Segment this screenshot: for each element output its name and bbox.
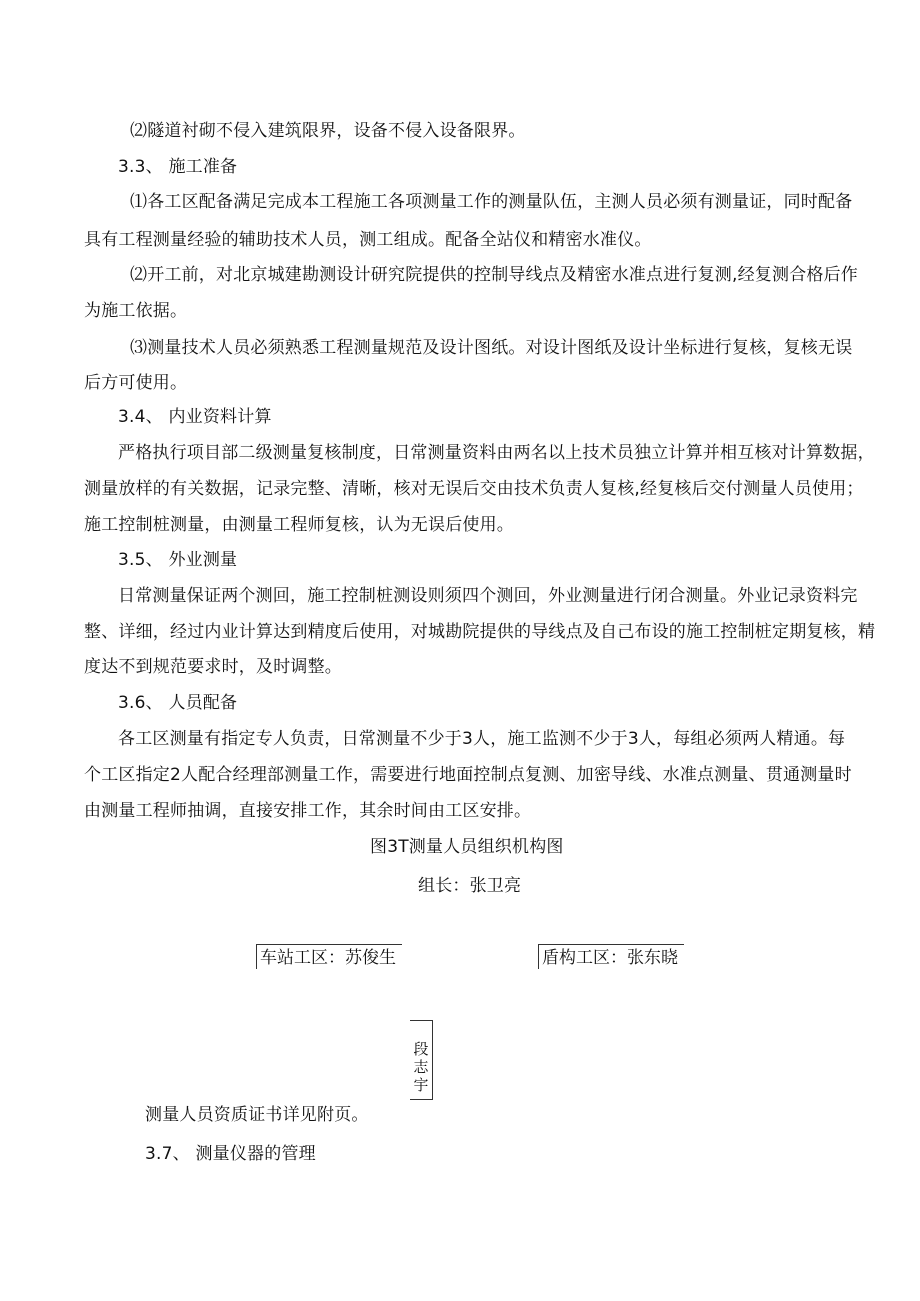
section-heading-3-6: 3.6、 人员配备	[118, 693, 238, 713]
org-chart-leader: 组长：张卫亮	[418, 876, 522, 896]
paragraph-line: ⑵隧道衬砌不侵入建筑限界，设备不侵入设备限界。	[130, 121, 526, 141]
paragraph-line: 测量放样的有关数据，记录完整、清晰，核对无误后交由技术负责人复核,经复核后交付测量人员使用；	[84, 479, 864, 499]
section-heading-3-7: 3.7、 测量仪器的管理	[145, 1144, 316, 1164]
paragraph-line: ⑴各工区配备满足完成本工程施工各项测量工作的测量队伍，主测人员必须有测量证，同时配备	[130, 192, 853, 212]
org-chart-station-node: 车站工区：苏俊生	[256, 944, 402, 969]
section-heading-3-3: 3.3、 施工准备	[118, 157, 238, 177]
paragraph-line: 个工区指定2人配合经理部测量工作，需要进行地面控制点复测、加密导线、水准点测量、贯通测量时	[84, 765, 852, 785]
section-heading-3-4: 3.4、 内业资料计算	[118, 407, 272, 427]
paragraph-line: ⑶测量技术人员必须熟悉工程测量规范及设计图纸。对设计图纸及设计坐标进行复核，复核无误	[130, 338, 853, 358]
paragraph-line: 度达不到规范要求时，及时调整。	[84, 657, 342, 677]
paragraph-line: 严格执行项目部二级测量复核制度，日常测量资料由两名以上技术员独立计算并相互核对计算数据，	[118, 443, 875, 463]
paragraph-line: 由测量工程师抽调，直接安排工作，其余时间由工区安排。	[84, 801, 532, 821]
paragraph-line: 整、详细，经过内业计算达到精度后使用，对城勘院提供的导线点及自己布设的施工控制桩定期复核，精	[84, 622, 876, 642]
paragraph-line: 为施工依据。	[84, 301, 188, 321]
section-heading-3-5: 3.5、 外业测量	[118, 550, 238, 570]
org-chart-shield-node: 盾构工区：张东晓	[538, 944, 684, 969]
paragraph-line: 施工控制桩测量，由测量工程师复核，认为无误后使用。	[84, 515, 514, 535]
paragraph-line: 后方可使用。	[84, 373, 188, 393]
paragraph-line: 测量人员资质证书详见附页。	[145, 1105, 369, 1125]
paragraph-line: 具有工程测量经验的辅助技术人员，测工组成。配备全站仪和精密水准仪。	[84, 230, 652, 250]
paragraph-line: ⑵开工前，对北京城建勘测设计研究院提供的控制导线点及精密水准点进行复测,经复测合格后作	[130, 265, 859, 285]
figure-caption: 图3T测量人员组织机构图	[370, 837, 564, 857]
paragraph-line: 日常测量保证两个测回，施工控制桩测设则须四个测回，外业测量进行闭合测量。外业记录资料完	[118, 586, 858, 606]
org-chart-member-label: 段志宇	[413, 1040, 429, 1094]
paragraph-line: 各工区测量有指定专人负责，日常测量不少于3人，施工监测不少于3人，每组必须两人精通。每	[118, 729, 846, 749]
